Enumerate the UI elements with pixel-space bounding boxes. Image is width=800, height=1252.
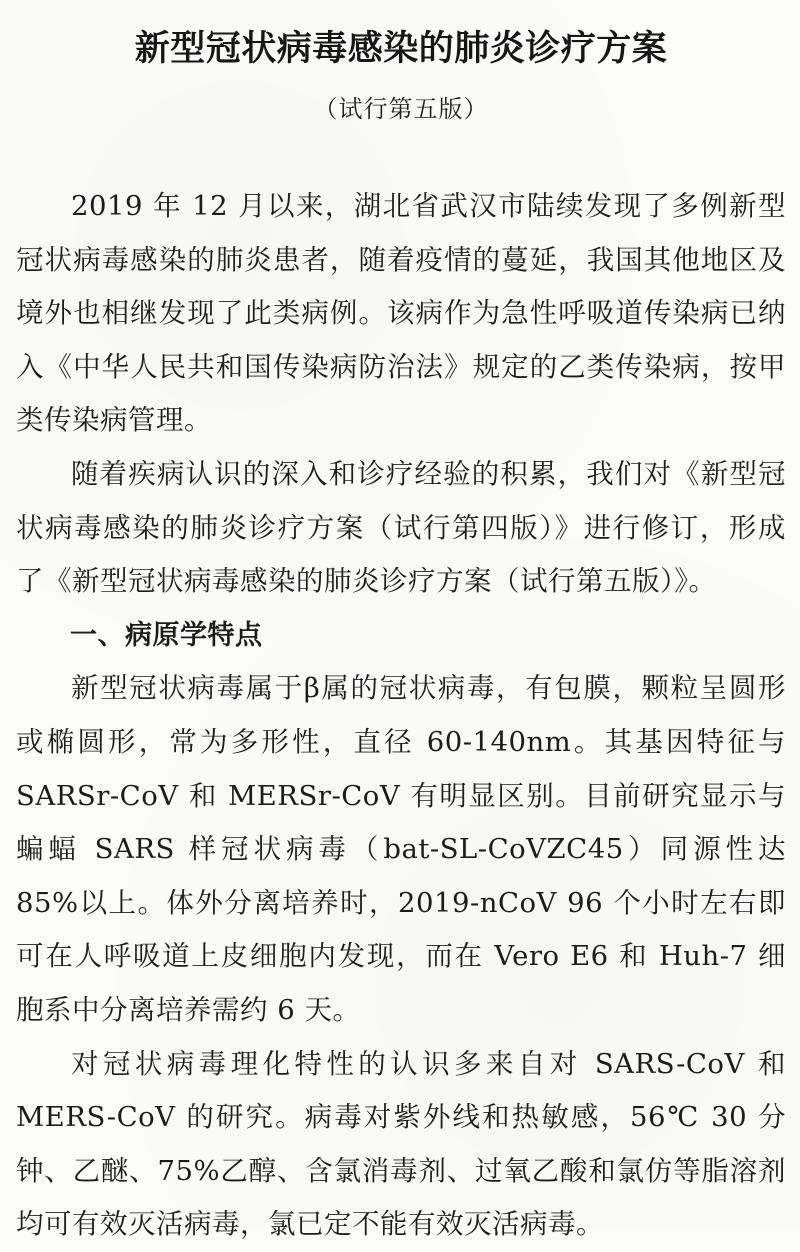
document-body <box>16 180 786 1252</box>
revision-paragraph: 随着疾病认识的深入和诊疗经验的积累，我们对《新型冠状病毒感染的肺炎诊疗方案（试行第四版）》进行修订，形成了《新型冠状病毒感染的肺炎诊疗方案（试行第五版）》。 <box>16 457 786 598</box>
physicochemical-paragraph: 对冠状病毒理化特性的认识多来自对 SARS-CoV 和 MERS-CoV 的研究。病毒对紫外线和热敏感，56℃ 30 分钟、乙醚、75%乙醇、含氯消毒剂、过氧乙酸和氯仿等脂溶剂均可有效灭活病毒，氯已定不能有效灭活病毒。 <box>16 1047 786 1241</box>
section-heading: 一、病原学特点 <box>70 619 263 651</box>
pathogen-paragraph: 新型冠状病毒属于β属的冠状病毒，有包膜，颗粒呈圆形或椭圆形，常为多形性，直径 60-140nm。其基因特征与 SARSr-CoV 和 MERSr-CoV 有明显区别。目前研究显示与蝙蝠 SARS 样冠状病毒（bat-SL-CoVZC45）同源性达 85%以上。体外分离培养时，2019-nCoV 96 个小时左右即可在人呼吸道上皮细胞内发现，而在 Vero E6 和 Huh-7 细胞系中分离培养需约 6 天。 <box>16 672 786 1026</box>
document-subtitle: （试行第五版） <box>313 95 489 123</box>
document-title: 新型冠状病毒感染的肺炎诊疗方案 <box>134 29 668 69</box>
section-pathogen <box>16 609 786 1252</box>
intro-paragraph: 2019 年 12 月以来，湖北省武汉市陆续发现了多例新型冠状病毒感染的肺炎患者，随着疫情的蔓延，我国其他地区及境外也相继发现了此类病例。该病作为急性呼吸道传染病已纳入《中华人民共和国传染病防治法》规定的乙类传染病，按甲类传染病管理。 <box>16 190 786 437</box>
